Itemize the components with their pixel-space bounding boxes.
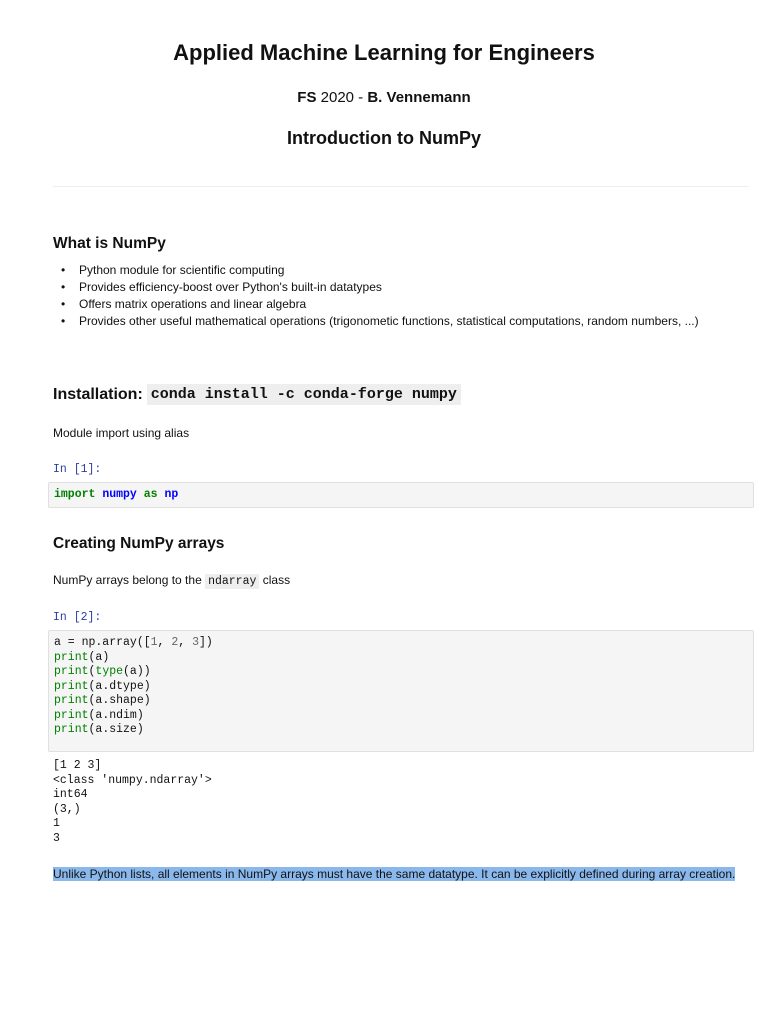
highlighted-note — [53, 866, 753, 883]
installation-command: conda install -c conda-forge numpy — [147, 384, 461, 405]
output-line: [1 2 3] — [53, 759, 102, 772]
code-cell-2[interactable] — [48, 630, 754, 752]
feature-list — [53, 262, 753, 330]
page-subtitle-topic: Introduction to NumPy — [287, 128, 481, 148]
code-line: print(type(a)) — [54, 665, 151, 678]
inline-code-ndarray: ndarray — [205, 574, 259, 589]
output-line: 3 — [53, 831, 60, 845]
subtitle-course-code: FS — [297, 89, 317, 106]
code-line: print(a.ndim) — [54, 708, 144, 722]
output-line: (3,) — [53, 802, 81, 816]
highlighted-text: Unlike Python lists, all elements in NumPy arrays must have the same datatype. It can be explicitly defined during array creation. — [53, 867, 736, 881]
divider — [53, 186, 749, 187]
installation-label: Installation: — [53, 385, 143, 403]
subtitle-year: 2020 - — [316, 89, 368, 106]
module-import-text: Module import using alias — [53, 426, 190, 440]
subtitle-author: B. Vennemann — [367, 89, 471, 106]
section-heading-what-is-numpy: What is NumPy — [53, 235, 166, 252]
code-cell-1[interactable] — [48, 482, 754, 508]
list-item: • Provides other useful mathematical operations (trigonometic functions, statistical computations, random numbers, ...) — [53, 313, 753, 330]
list-item: • Provides efficiency-boost over Python's built-in datatypes — [53, 279, 753, 296]
page-subtitle — [0, 89, 768, 106]
cell-prompt-2: In [2]: — [53, 611, 102, 624]
cell-output-2 — [53, 759, 212, 846]
output-line: int64 — [53, 788, 88, 801]
section-heading-creating-arrays: Creating NumPy arrays — [53, 535, 225, 552]
list-item: • Python module for scientific computing — [53, 262, 753, 279]
code-line: a = np.array([1, 2, 3]) — [54, 636, 213, 649]
ndarray-text: NumPy arrays belong to the ndarray class — [53, 573, 291, 588]
code-line: print(a.dtype) — [54, 679, 151, 693]
installation-heading — [53, 384, 461, 405]
code-line: import numpy as np — [54, 488, 179, 501]
code-line: print(a) — [54, 650, 110, 664]
cell-prompt-1: In [1]: — [53, 463, 102, 476]
code-line: print(a.size) — [54, 723, 144, 736]
code-line: print(a.shape) — [54, 694, 151, 707]
output-line: 1 — [53, 817, 60, 830]
output-line: <class 'numpy.ndarray'> — [53, 773, 212, 787]
page-title: Applied Machine Learning for Engineers — [173, 40, 595, 65]
list-item: • Offers matrix operations and linear algebra — [53, 296, 753, 313]
